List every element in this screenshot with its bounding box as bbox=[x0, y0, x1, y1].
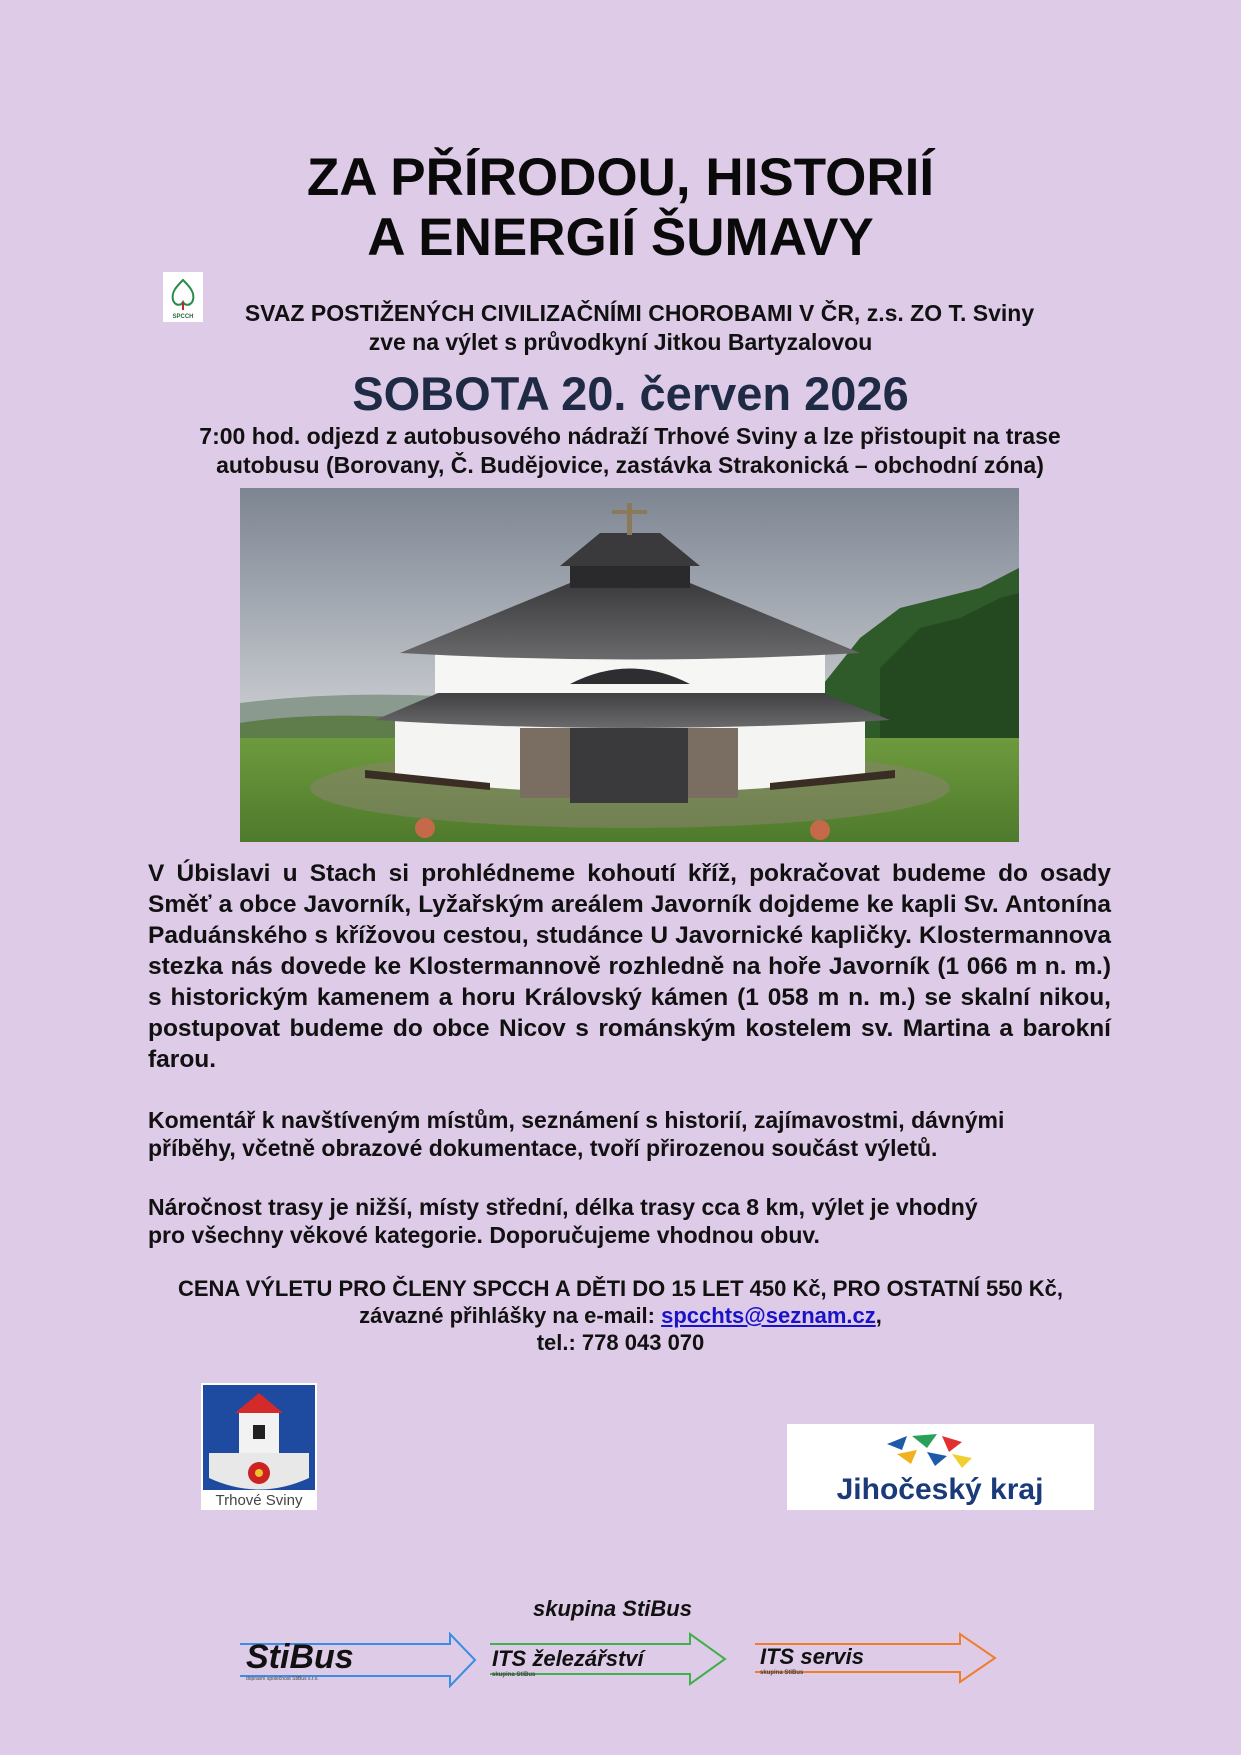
departure-line-1: 7:00 hod. odjezd z autobusového nádraží Trhové Sviny a lze přistoupit na trase bbox=[199, 423, 1061, 449]
jihocesky-kraj-logo bbox=[787, 1424, 1094, 1510]
phone-number: tel.: 778 043 070 bbox=[536, 1330, 705, 1355]
chapel-photo bbox=[240, 488, 1019, 842]
trip-commentary bbox=[148, 1106, 1111, 1162]
registration-prefix: závazné přihlášky na e-mail: bbox=[359, 1303, 662, 1328]
trip-difficulty bbox=[148, 1193, 1048, 1249]
sponsor-name-stibus: StiBus bbox=[246, 1638, 354, 1676]
sponsor-name-its-zelezarstvi: ITS železářství bbox=[492, 1646, 644, 1671]
title-line-1: ZA PŘÍRODOU, HISTORIÍ bbox=[306, 148, 935, 207]
town-logo-text: Trhové Sviny bbox=[215, 1492, 303, 1509]
sponsor-its-servis bbox=[755, 1634, 995, 1682]
email-link[interactable]: spcchts@seznam.cz bbox=[661, 1303, 876, 1328]
event-date: SOBOTA 20. červen 2026 bbox=[352, 367, 909, 420]
departure-info bbox=[0, 422, 1241, 480]
sponsor-name-its-servis: ITS servis bbox=[760, 1644, 864, 1669]
price-line: CENA VÝLETU PRO ČLENY SPCCH A DĚTI DO 15 LET 450 Kč, PRO OSTATNÍ 550 Kč, bbox=[177, 1276, 1064, 1301]
organizer-invite: zve na výlet s průvodkyní Jitkou Bartyzalovou bbox=[368, 329, 873, 355]
difficulty-line-2: pro všechny věkové kategorie. Doporučujeme vhodnou obuv. bbox=[148, 1222, 820, 1248]
organizer-name: SVAZ POSTIŽENÝCH CIVILIZAČNÍMI CHOROBAMI V ČR, z.s. ZO T. Sviny bbox=[244, 300, 1035, 326]
sponsor-its-zelezarstvi bbox=[490, 1634, 725, 1684]
sponsor-group-title: skupina StiBus bbox=[533, 1596, 692, 1621]
price-info bbox=[0, 1275, 1241, 1356]
trip-description: V Úbislavi u Stach si prohlédneme kohoutí kříž, pokračovat budeme do osady Směť a obce Javorník, Lyžařským areálem Javorník dojdeme ke kapli Sv. Antonína Paduánského s křížovou cestou, studánce U Javornické kapličky. Klostermannova stezka nás dovede ke Klostermannově rozhledně na hoře Javorník (1 066 m n. m.) s historickým kamenem a horu Královský kámen (1 058 m n. m.) se skalní nikou, postupovat budeme do obce Nicov s románským kostelem sv. Martina a barokní farou. bbox=[148, 860, 1111, 1073]
region-logo-text: Jihočeský kraj bbox=[836, 1473, 1044, 1506]
departure-line-2: autobusu (Borovany, Č. Budějovice, zastávka Strakonická – obchodní zóna) bbox=[216, 452, 1044, 478]
trhove-sviny-logo bbox=[201, 1383, 317, 1510]
title-line-2: A ENERGIÍ ŠUMAVY bbox=[367, 208, 874, 267]
sponsor-sub-its-zelezarstvi: skupina StiBus bbox=[492, 1672, 536, 1678]
commentary-line-2: příběhy, včetně obrazové dokumentace, tvoří přirozenou součást výletů. bbox=[148, 1135, 938, 1161]
sponsor-stibus bbox=[240, 1634, 475, 1686]
registration-suffix: , bbox=[875, 1303, 882, 1328]
spcch-logo-text: SPCCH bbox=[172, 314, 194, 320]
sponsor-logos bbox=[240, 1628, 1010, 1688]
page-title bbox=[0, 148, 1241, 268]
commentary-line-1: Komentář k navštíveným místům, seznámení s historií, zajímavostmi, dávnými bbox=[148, 1107, 1005, 1133]
difficulty-line-1: Náročnost trasy je nižší, místy střední, délka trasy cca 8 km, výlet je vhodný bbox=[148, 1194, 978, 1220]
sponsor-sub-its-servis: skupina StiBus bbox=[760, 1670, 804, 1676]
sponsor-sub-stibus: dopravní společnost StiBus s.r.o. bbox=[246, 1676, 319, 1682]
